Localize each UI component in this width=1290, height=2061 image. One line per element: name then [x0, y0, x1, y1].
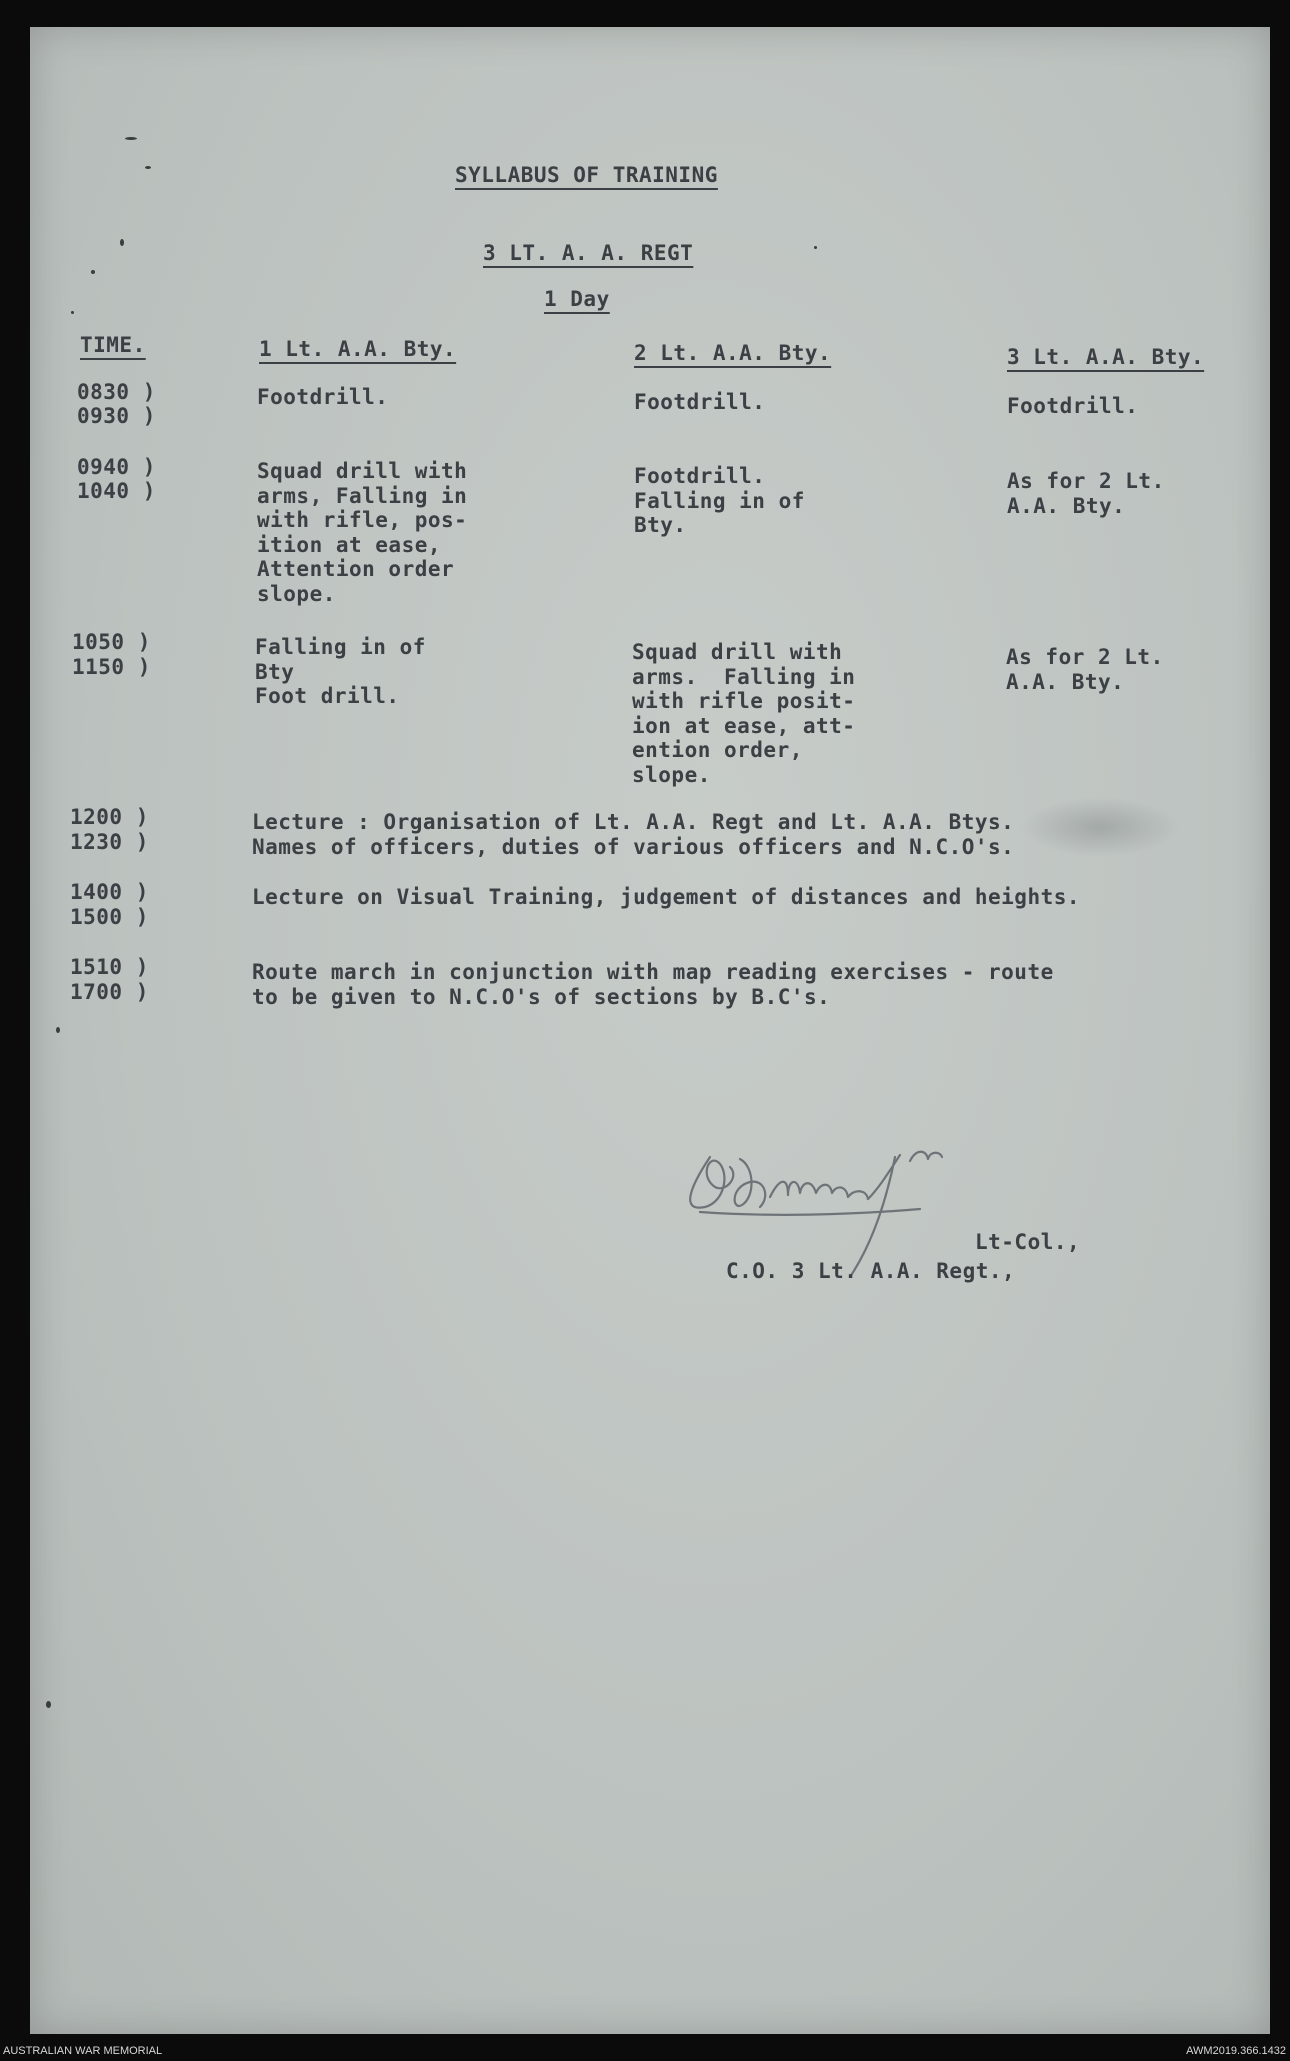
- row5-time-end: 1500 ): [70, 905, 149, 929]
- row1-time-start: 0830 ): [77, 380, 156, 404]
- header-time: TIME.: [80, 333, 146, 357]
- scan-mark: [91, 270, 95, 274]
- scan-mark: [56, 1027, 60, 1033]
- row2-bty3: As for 2 Lt. A.A. Bty.: [1007, 469, 1165, 518]
- document-page: [30, 27, 1270, 2034]
- row3-bty1: Falling in of Bty Foot drill.: [255, 635, 426, 708]
- row3-time-end: 1150 ): [72, 655, 151, 679]
- row2-bty1: Squad drill with arms, Falling in with rifle, pos- ition at ease, Attention order slope.: [257, 459, 468, 606]
- signature-rank: Lt-Col.,: [975, 1230, 1081, 1254]
- row3-bty2: Squad drill with arms. Falling in with rifle posit- ion at ease, att- ention order, slope.: [632, 640, 856, 787]
- row3-time-start: 1050 ): [72, 630, 151, 654]
- header-bty3: 3 Lt. A.A. Bty.: [1007, 345, 1205, 369]
- row2-time-end: 1040 ): [77, 479, 156, 503]
- row3-bty3: As for 2 Lt. A.A. Bty.: [1006, 645, 1164, 694]
- row6-time-end: 1700 ): [70, 980, 149, 1004]
- header-bty2: 2 Lt. A.A. Bty.: [634, 341, 832, 365]
- document-title: SYLLABUS OF TRAINING: [455, 163, 718, 187]
- scan-mark: [71, 311, 74, 314]
- scan-mark: [120, 239, 124, 246]
- row1-time-end: 0930 ): [77, 404, 156, 428]
- row4-time-end: 1230 ): [70, 830, 149, 854]
- scan-mark: [125, 137, 137, 140]
- row6-route-march: Route march in conjunction with map reading exercises - route to be given to N.C.O's of sections by B.C's.: [252, 960, 1054, 1009]
- scan-mark: [814, 246, 817, 249]
- row4-lecture: Lecture : Organisation of Lt. A.A. Regt and Lt. A.A. Btys. Names of officers, duties of various officers and N.C.O's.: [252, 810, 1015, 859]
- day-label: 1 Day: [544, 287, 610, 311]
- ink-smudge: [1020, 797, 1180, 857]
- row6-time-start: 1510 ): [70, 955, 149, 979]
- footer-left: AUSTRALIAN WAR MEMORIAL: [3, 2045, 163, 2057]
- footer-right: AWM2019.366.1432: [1186, 2045, 1286, 2057]
- row5-time-start: 1400 ): [70, 880, 149, 904]
- row1-bty1: Footdrill.: [257, 385, 389, 409]
- scan-mark: [46, 1701, 51, 1708]
- row2-time-start: 0940 ): [77, 455, 156, 479]
- unit-title: 3 LT. A. A. REGT: [483, 241, 694, 265]
- scan-mark: [145, 166, 151, 169]
- signature-appointment: C.O. 3 Lt. A.A. Regt.,: [726, 1259, 1016, 1283]
- row1-bty2: Footdrill.: [634, 390, 766, 414]
- header-bty1: 1 Lt. A.A. Bty.: [259, 337, 457, 361]
- row1-bty3: Footdrill.: [1007, 394, 1139, 418]
- row4-time-start: 1200 ): [70, 805, 149, 829]
- row5-lecture: Lecture on Visual Training, judgement of distances and heights.: [252, 885, 1081, 909]
- row2-bty2: Footdrill. Falling in of Bty.: [634, 464, 805, 537]
